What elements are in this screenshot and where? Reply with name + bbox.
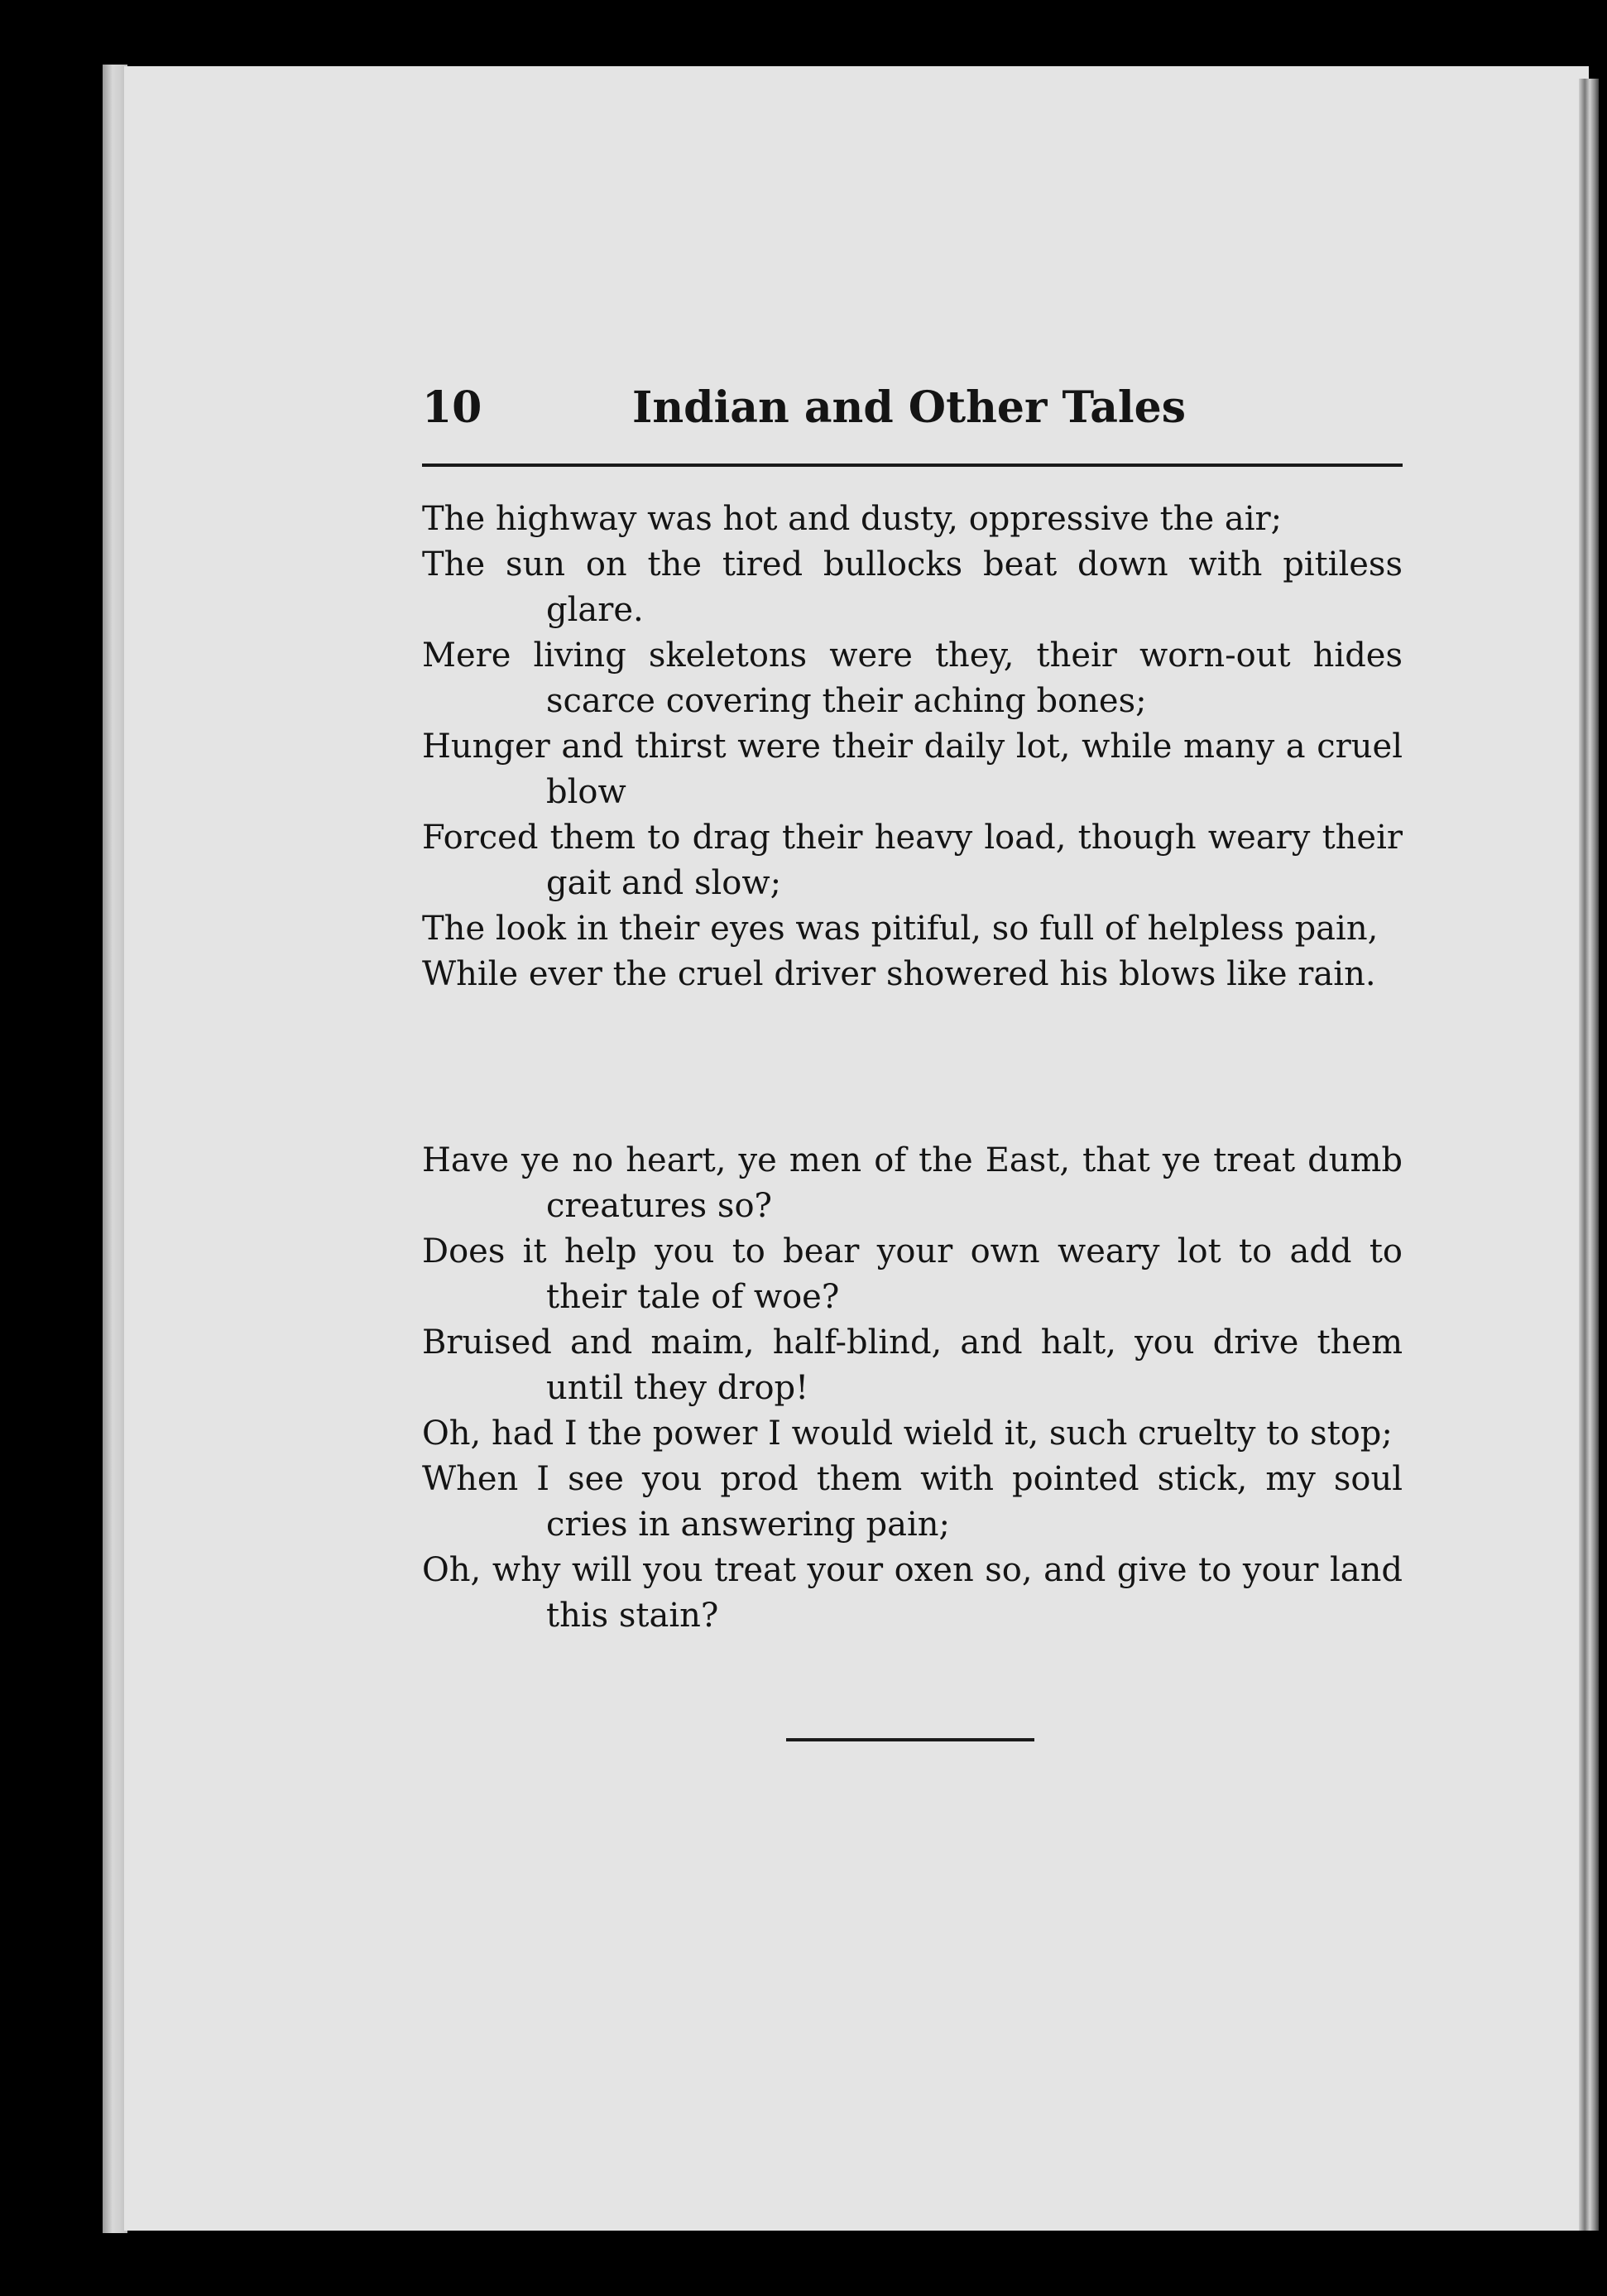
verse-line: Oh, why will you treat your oxen so, and give to your land this stain?: [422, 1551, 1403, 1635]
header-rule: [422, 464, 1403, 467]
verse-line: When I see you prod them with pointed stick, my soul cries in answering pain;: [422, 1460, 1403, 1544]
end-rule: [786, 1738, 1034, 1741]
stanza-2: [422, 1138, 1403, 1639]
verse-line: The look in their eyes was pitiful, so full of helpless pain,: [422, 910, 1379, 948]
verse-line: Forced them to drag their heavy load, though weary their gait and slow;: [422, 819, 1403, 902]
verse-line: While ever the cruel driver showered his blows like rain.: [422, 955, 1376, 993]
verse-line: Bruised and maim, half-blind, and halt, you drive them until they drop!: [422, 1323, 1403, 1407]
page-number: 10: [422, 382, 482, 433]
page-text-block: [422, 364, 1403, 1635]
verse-line: The highway was hot and dusty, oppressive the air;: [422, 500, 1283, 538]
page-header: [422, 364, 1403, 439]
stanza-1: [422, 497, 1403, 997]
verse-line: Does it help you to bear your own weary lot to add to their tale of woe?: [422, 1232, 1403, 1316]
verse-line: The sun on the tired bullocks beat down with pitiless glare.: [422, 545, 1403, 629]
page-edge-right: [1579, 79, 1599, 2231]
verse-line: Mere living skeletons were they, their worn-out hides scarce covering their aching bones;: [422, 636, 1403, 720]
verse-line: Have ye no heart, ye men of the East, that ye treat dumb creatures so?: [422, 1141, 1403, 1225]
running-title: Indian and Other Tales: [632, 382, 1187, 433]
verse-line: Oh, had I the power I would wield it, such cruelty to stop;: [422, 1415, 1393, 1453]
verse-line: Hunger and thirst were their daily lot, while many a cruel blow: [422, 728, 1403, 811]
